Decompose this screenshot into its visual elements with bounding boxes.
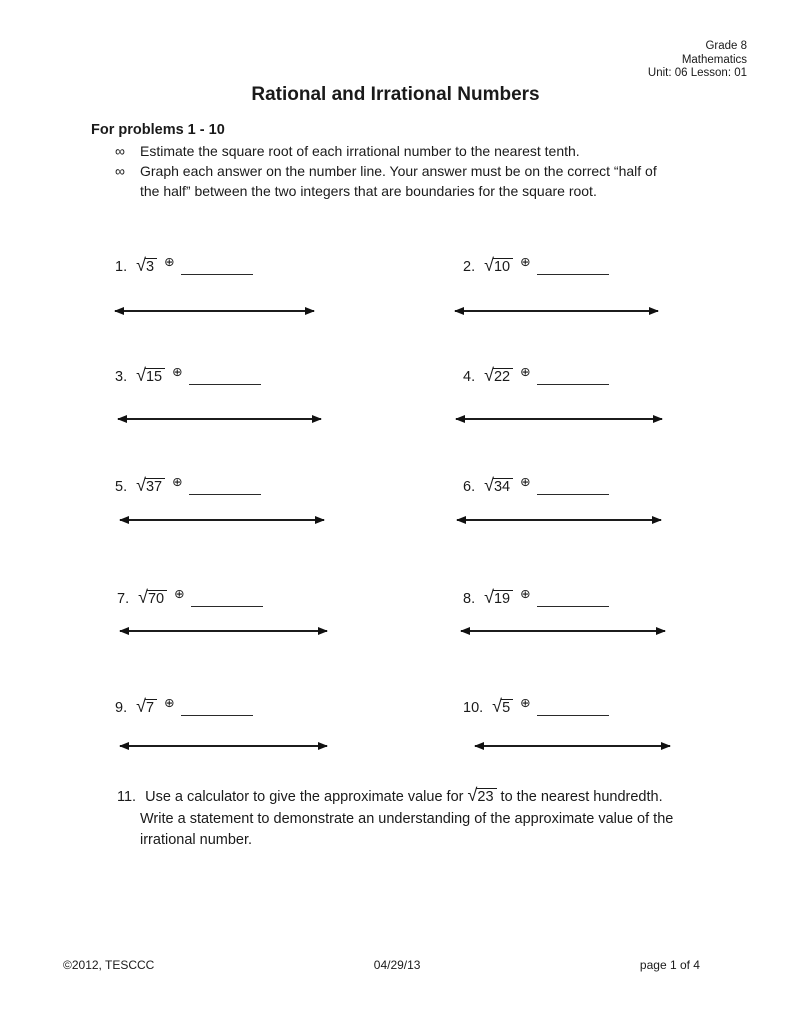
instructions-heading: For problems 1 - 10 — [91, 122, 225, 138]
problem-number: 7. — [117, 591, 130, 607]
sqrt-expression — [484, 365, 513, 385]
sqrt-expression — [484, 255, 513, 275]
answer-blank — [537, 490, 609, 495]
radical-icon: √ — [136, 365, 146, 385]
radicand: 5 — [501, 699, 513, 716]
document-meta — [648, 40, 747, 81]
radicand: 34 — [493, 478, 513, 495]
answer-blank — [189, 490, 261, 495]
sqrt-expression — [138, 587, 167, 607]
radical-icon: √ — [138, 587, 148, 607]
radicand: 70 — [147, 590, 167, 607]
problem-3 — [115, 362, 261, 387]
radicand: 15 — [145, 368, 165, 385]
number-line — [120, 630, 327, 632]
infinity-bullet-icon: ∞ — [115, 163, 125, 179]
answer-blank — [189, 380, 261, 385]
answer-blank — [191, 602, 263, 607]
problem-number: 10. — [463, 700, 484, 716]
instruction-text: Graph each answer on the number line. Your answer must be on the correct “half of the half” between the two integers that are boundaries for the square root. — [140, 163, 657, 199]
number-line — [475, 745, 670, 747]
sqrt-expression — [136, 255, 157, 275]
radical-icon: √ — [136, 475, 146, 495]
unit-lesson-label: Unit: 06 Lesson: 01 — [647, 67, 747, 79]
page-footer — [63, 958, 700, 972]
approx-symbol: ⊕ — [520, 475, 531, 489]
problem-6 — [463, 472, 609, 497]
problem-text-after: to the nearest hundredth. Write a statement to demonstrate an understanding of the approximate value of the irrational number. — [140, 789, 678, 848]
radical-icon: √ — [136, 255, 146, 275]
radical-icon: √ — [484, 365, 494, 385]
problem-1 — [115, 252, 253, 277]
radicand: 3 — [145, 258, 157, 275]
number-line — [115, 310, 314, 312]
radical-icon: √ — [136, 696, 146, 716]
approx-symbol: ⊕ — [520, 255, 531, 269]
approx-symbol: ⊕ — [172, 475, 183, 489]
instructions-block — [91, 122, 676, 201]
radical-icon: √ — [467, 785, 478, 805]
problem-number: 5. — [115, 479, 128, 495]
problem-number: 1. — [115, 259, 128, 275]
approx-symbol: ⊕ — [520, 587, 531, 601]
sqrt-expression — [467, 785, 497, 805]
problem-number: 6. — [463, 479, 476, 495]
problem-number: 4. — [463, 369, 476, 385]
sqrt-expression — [136, 696, 157, 716]
answer-blank — [537, 380, 609, 385]
number-line — [120, 745, 327, 747]
problem-number: 2. — [463, 259, 476, 275]
sqrt-expression — [136, 475, 165, 495]
problem-8 — [463, 584, 609, 609]
radicand: 22 — [493, 368, 513, 385]
problem-2 — [463, 252, 609, 277]
answer-blank — [537, 602, 609, 607]
answer-blank — [537, 711, 609, 716]
number-line — [118, 418, 321, 420]
problem-10 — [463, 693, 609, 718]
number-line — [457, 519, 661, 521]
page-title: Rational and Irrational Numbers — [251, 84, 540, 105]
number-line — [120, 519, 324, 521]
sqrt-expression — [484, 475, 513, 495]
instruction-bullet — [115, 161, 676, 201]
problem-number: 9. — [115, 700, 128, 716]
sqrt-expression — [492, 696, 513, 716]
approx-symbol: ⊕ — [164, 255, 175, 269]
infinity-bullet-icon: ∞ — [115, 143, 125, 159]
problem-number: 8. — [463, 591, 476, 607]
problem-number: 3. — [115, 369, 128, 385]
answer-blank — [181, 711, 253, 716]
problem-number: 11. — [117, 789, 137, 805]
page-number-label: page 1 of 4 — [639, 958, 700, 972]
number-line — [455, 310, 658, 312]
problem-11 — [117, 786, 692, 852]
problem-5 — [115, 472, 261, 497]
approx-symbol: ⊕ — [520, 696, 531, 710]
answer-blank — [181, 270, 253, 275]
problem-4 — [463, 362, 609, 387]
radicand: 7 — [145, 699, 157, 716]
problem-9 — [115, 693, 253, 718]
radicand: 23 — [476, 788, 496, 805]
radical-icon: √ — [484, 587, 494, 607]
approx-symbol: ⊕ — [520, 365, 531, 379]
subject-label: Mathematics — [681, 53, 747, 66]
sqrt-expression — [484, 587, 513, 607]
radical-icon: √ — [484, 475, 494, 495]
problem-7 — [117, 584, 263, 609]
radical-icon: √ — [484, 255, 494, 275]
grade-label: Grade 8 — [705, 40, 747, 52]
copyright-label: ©2012, TESCCC — [63, 958, 155, 972]
approx-symbol: ⊕ — [174, 587, 185, 601]
date-label: 04/29/13 — [373, 958, 421, 972]
radical-icon: √ — [492, 696, 503, 716]
number-line — [456, 418, 662, 420]
approx-symbol: ⊕ — [172, 365, 183, 379]
radicand: 19 — [493, 590, 513, 607]
radicand: 10 — [493, 258, 513, 275]
instruction-text: Estimate the square root of each irrational number to the nearest tenth. — [140, 143, 580, 159]
sqrt-expression — [136, 365, 165, 385]
problem-text-before: Use a calculator to give the approximate value for — [145, 789, 468, 805]
instruction-bullet — [115, 141, 676, 161]
number-line — [461, 630, 665, 632]
answer-blank — [537, 270, 609, 275]
radicand: 37 — [145, 478, 165, 495]
approx-symbol: ⊕ — [164, 696, 175, 710]
